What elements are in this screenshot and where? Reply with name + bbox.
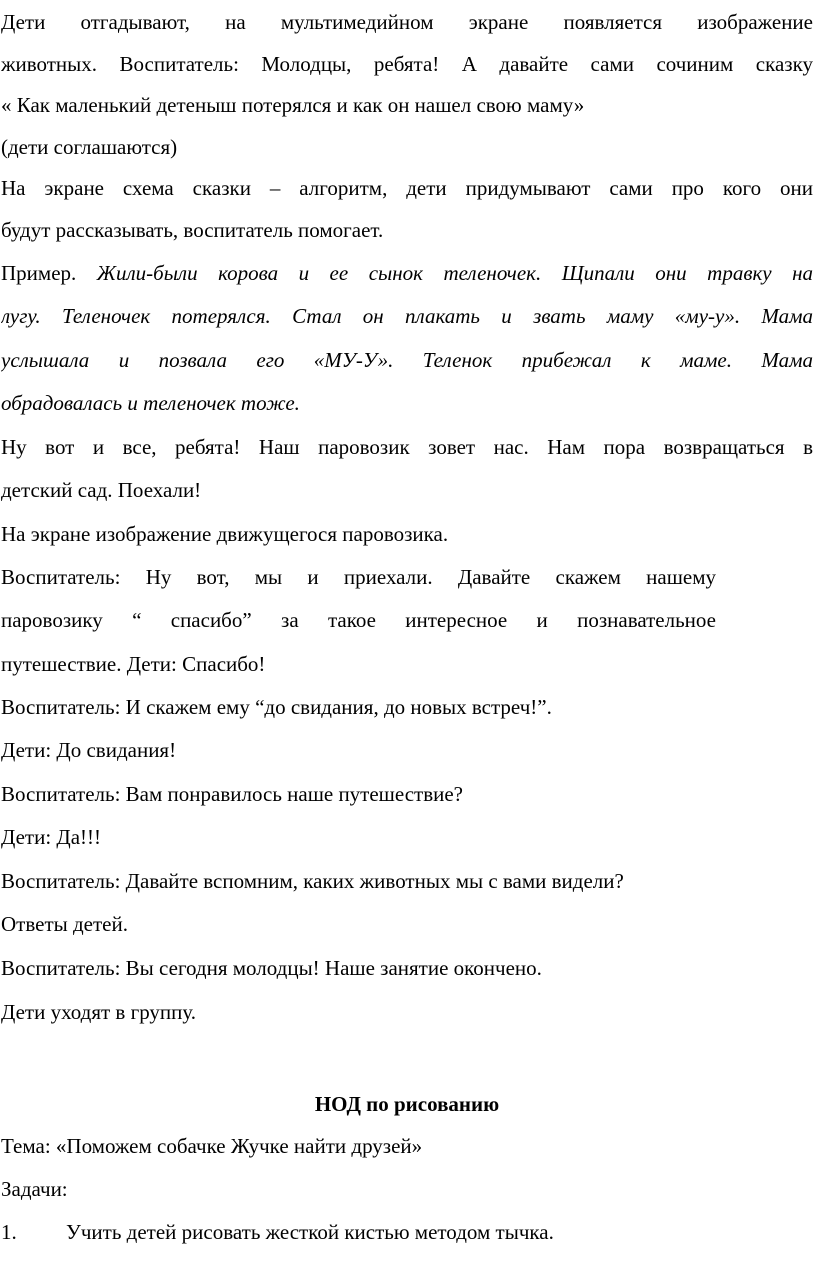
paragraph-line: детский сад. Поехали! — [1, 478, 202, 502]
paragraph-line: Дети: Да!!! — [1, 825, 102, 849]
paragraph-line: путешествие. Дети: Спасибо! — [1, 652, 266, 676]
list-item-text: Учить детей рисовать жесткой кистью методом тычка. — [66, 1220, 554, 1244]
paragraph-line: « Как маленький детеныш потерялся и как он нашел свою маму» — [1, 93, 585, 117]
paragraph-line: Воспитатель: Ну вот, мы и приехали. Давайте скажем нашему — [1, 565, 716, 589]
paragraph-line: Воспитатель: И скажем ему “до свидания, до новых встреч!”. — [1, 695, 552, 719]
example-line: услышала и позвала его «МУ-У». Теленок прибежал к маме. Мама — [1, 348, 813, 372]
paragraph-line: На экране схема сказки – алгоритм, дети придумывают сами про кого они — [1, 176, 813, 200]
paragraph-line: Воспитатель: Давайте вспомним, каких животных мы с вами видели? — [1, 869, 624, 893]
paragraph-line: На экране изображение движущегося паровозика. — [1, 522, 449, 546]
example-line: обрадовалась и теленочек тоже. — [1, 391, 300, 415]
paragraph-line: Дети отгадывают, на мультимедийном экране появляется изображение — [1, 10, 813, 34]
example-label: Пример. — [1, 261, 77, 285]
paragraph-line: Дети: До свидания! — [1, 738, 177, 762]
paragraph-line: Воспитатель: Вам понравилось наше путешествие? — [1, 782, 463, 806]
theme-line: Тема: «Поможем собачке Жучке найти друзей» — [1, 1134, 423, 1158]
paragraph-line: Дети уходят в группу. — [1, 1000, 197, 1024]
example-text: Жили-были корова и ее сынок теленочек. Щипали они травку на — [96, 261, 813, 285]
paragraph-line: паровозику “ спасибо” за такое интересное и познавательное — [1, 608, 716, 632]
paragraph-line: Ответы детей. — [1, 912, 128, 936]
paragraph-line: (дети соглашаются) — [1, 135, 178, 159]
example-first-line — [1, 251, 813, 295]
section-title: НОД по рисованию — [314, 1092, 500, 1116]
tasks-label: Задачи: — [1, 1177, 68, 1201]
list-item-number: 1. — [1, 1220, 17, 1244]
paragraph-line: животных. Воспитатель: Молодцы, ребята! А давайте сами сочиним сказку — [1, 52, 813, 76]
paragraph-line: Воспитатель: Вы сегодня молодцы! Наше занятие окончено. — [1, 956, 542, 980]
paragraph-line: Ну вот и все, ребята! Наш паровозик зовет нас. Нам пора возвращаться в — [1, 435, 813, 459]
list-item — [1, 1210, 813, 1254]
paragraph-line: будут рассказывать, воспитатель помогает. — [1, 218, 384, 242]
example-line: лугу. Теленочек потерялся. Стал он плакать и звать маму «му-у». Мама — [1, 304, 813, 328]
